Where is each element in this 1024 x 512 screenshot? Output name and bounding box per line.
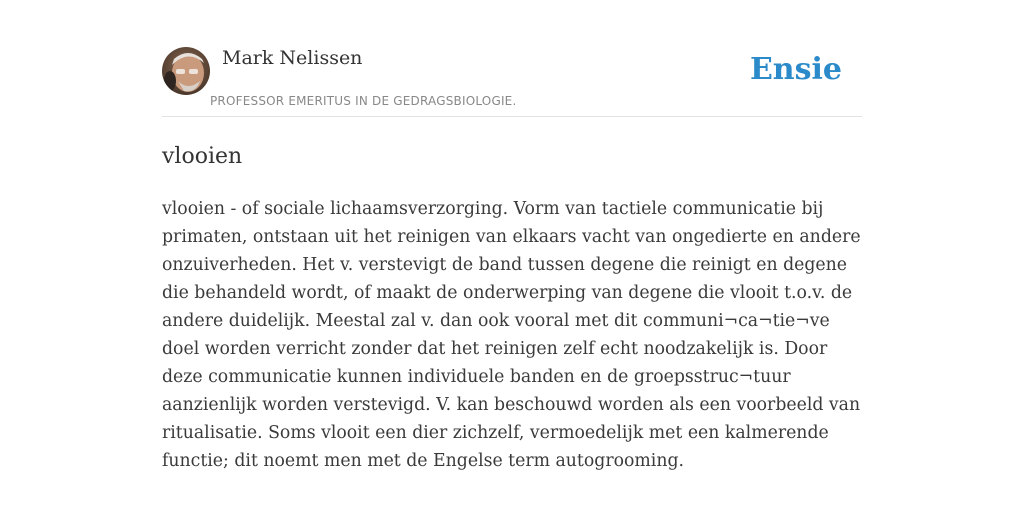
- author-portrait-icon: [162, 47, 210, 95]
- entry-card: [162, 0, 862, 475]
- author-name[interactable]: Mark Nelissen: [222, 47, 363, 69]
- brand-logo[interactable]: Ensie: [749, 52, 842, 87]
- author-avatar[interactable]: [162, 47, 210, 95]
- author-header: [162, 0, 862, 117]
- entry-body: vlooien - of sociale lichaamsverzorging. Vorm van tactiele communicatie bij primaten, ontstaan uit het reinigen van elkaars vacht van ongedierte en andere onzuiverheden. Het v. verstevigt de band tussen degene die reinigt en degene die behandeld wordt, of maakt de onderwerping van degene die vlooit t.o.v. de andere duidelijk. Meestal zal v. dan ook vooral met dit communi¬ca¬tie¬ve doel worden verricht zonder dat het reinigen zelf echt noodzakelijk is. Door deze communicatie kunnen individuele banden en de groepsstruc¬tuur aanzienlijk worden verstevigd. V. kan beschouwd worden als een voorbeeld van ritualisatie. Soms vlooit een dier zichzelf, vermoedelijk met een kalmerende functie; dit noemt men met de Engelse term autogrooming.: [162, 199, 861, 471]
- entry-title: vlooien: [162, 144, 243, 169]
- author-role: PROFESSOR EMERITUS IN DE GEDRAGSBIOLOGIE.: [210, 94, 517, 108]
